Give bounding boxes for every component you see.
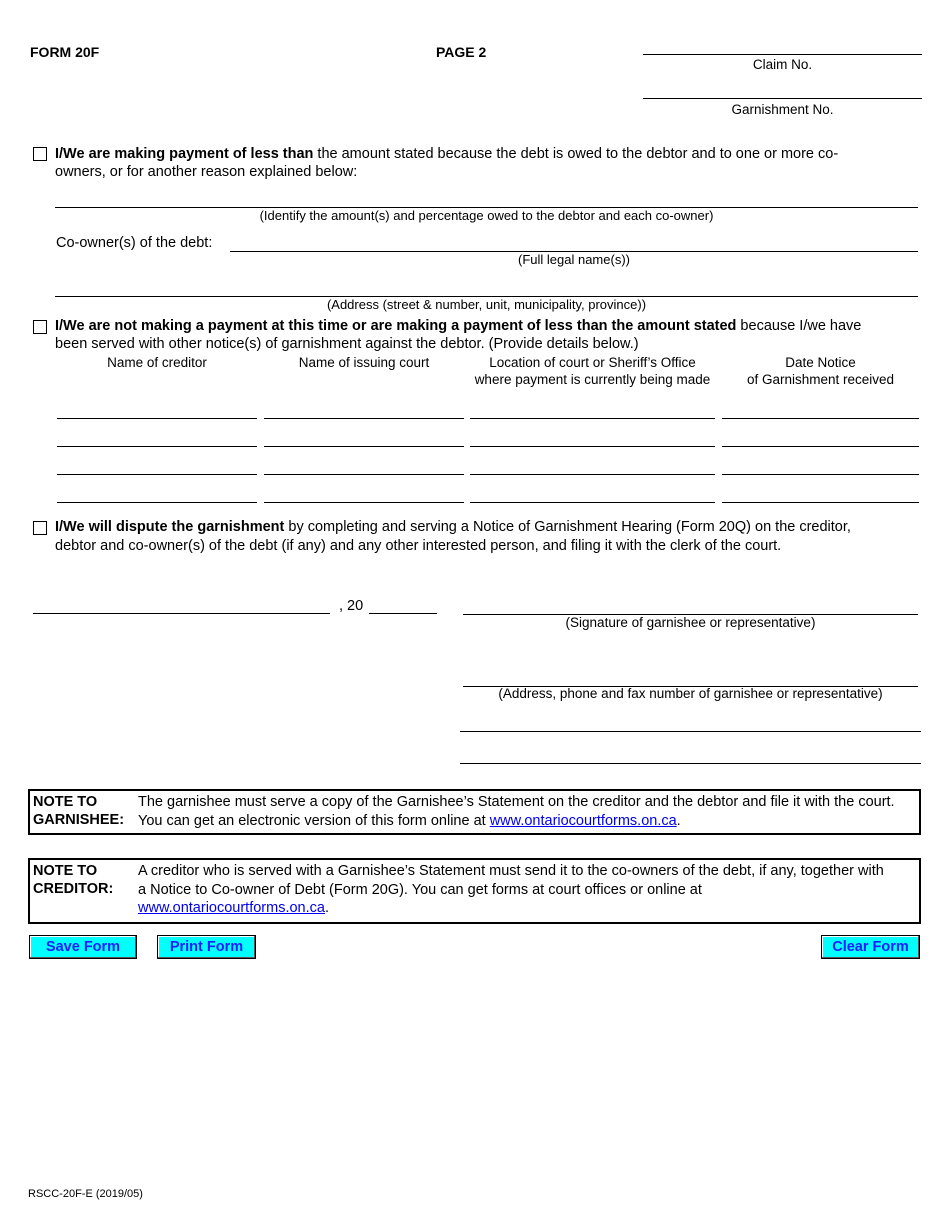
dispute-checkbox[interactable] <box>33 521 47 535</box>
print-form-button[interactable]: Print Form <box>157 935 256 959</box>
location-field-2[interactable] <box>470 446 715 447</box>
location-field-1[interactable] <box>470 418 715 419</box>
address-field-2[interactable] <box>460 731 921 732</box>
no-payment-rest: because I/we have <box>736 318 862 334</box>
coowner-address-caption: (Address (street & number, unit, municipality, province)) <box>326 297 647 312</box>
location-field-4[interactable] <box>470 502 715 503</box>
date-field-2[interactable] <box>722 446 919 447</box>
garnishment-no-label: Garnishment No. <box>731 102 834 117</box>
dispute-text-line2: debtor and co-owner(s) of the debt (if any) and any other interested person, and filing it with the clerk of the court. <box>55 538 782 554</box>
signature-caption: (Signature of garnishee or representative) <box>565 615 816 630</box>
column-header-location: Location of court or Sheriff’s Office where payment is currently being made <box>474 355 711 387</box>
claim-no-field[interactable] <box>643 54 922 55</box>
less-payment-bold: I/We are making payment of less than <box>55 146 314 162</box>
column-header-date: Date Notice of Garnishment received <box>746 355 895 387</box>
no-payment-checkbox[interactable] <box>33 320 47 334</box>
date-day-month-field[interactable] <box>33 613 330 614</box>
ontario-court-forms-link[interactable]: www.ontariocourtforms.on.ca <box>489 812 677 829</box>
coowner-label: Co-owner(s) of the debt: <box>56 235 213 251</box>
note-to-garnishee-box <box>28 789 921 835</box>
save-form-button[interactable]: Save Form <box>29 935 137 959</box>
dispute-bold: I/We will dispute the garnishment <box>55 519 285 535</box>
year-prefix: , 20 <box>339 598 364 614</box>
creditor-field-1[interactable] <box>57 418 257 419</box>
page-label: PAGE 2 <box>436 44 487 60</box>
creditor-field-2[interactable] <box>57 446 257 447</box>
court-field-3[interactable] <box>264 474 464 475</box>
note-creditor-label: NOTE TO CREDITOR: <box>33 863 114 897</box>
court-field-4[interactable] <box>264 502 464 503</box>
court-field-1[interactable] <box>264 418 464 419</box>
note-to-creditor-box <box>28 858 921 924</box>
note-garnishee-text: The garnishee must serve a copy of the Garnishee’s Statement on the creditor and the debtor and file it with the court. You can get an electronic version of this form online at www.ontariocourtforms.on.ca. <box>138 794 895 829</box>
less-payment-checkbox[interactable] <box>33 147 47 161</box>
clear-form-button[interactable]: Clear Form <box>821 935 920 959</box>
creditor-field-3[interactable] <box>57 474 257 475</box>
address-field-3[interactable] <box>460 763 921 764</box>
date-field-3[interactable] <box>722 474 919 475</box>
creditor-field-4[interactable] <box>57 502 257 503</box>
court-field-2[interactable] <box>264 446 464 447</box>
no-payment-text-line1 <box>55 317 925 336</box>
address-caption: (Address, phone and fax number of garnishee or representative) <box>498 686 883 701</box>
dispute-rest: by completing and serving a Notice of Garnishment Hearing (Form 20Q) on the creditor, <box>284 519 851 535</box>
date-field-4[interactable] <box>722 502 919 503</box>
claim-no-label: Claim No. <box>752 57 813 72</box>
coowner-name-caption: (Full legal name(s)) <box>518 252 630 267</box>
no-payment-text-line2: been served with other notice(s) of garnishment against the debtor. (Provide details below.) <box>55 336 639 352</box>
amount-caption: (Identify the amount(s) and percentage owed to the debtor and each co-owner) <box>259 208 714 223</box>
ontario-court-forms-link-2[interactable]: www.ontariocourtforms.on.ca <box>138 900 325 916</box>
year-field[interactable] <box>369 613 437 614</box>
less-payment-text-line1 <box>55 145 925 164</box>
dispute-text-line1 <box>55 518 925 537</box>
column-header-court: Name of issuing court <box>298 355 430 370</box>
form-title: FORM 20F <box>30 44 100 60</box>
form-code: RSCC-20F-E (2019/05) <box>28 1188 143 1200</box>
note-creditor-text: A creditor who is served with a Garnishee’s Statement must send it to the co-owners of the debt, if any, together with a Notice to Co-owner of Debt (Form 20G). You can get forms at court offices or online at www.ontariocourtforms.on.ca. <box>138 863 884 916</box>
less-payment-text-line2: owners, or for another reason explained below: <box>55 164 358 180</box>
column-header-creditor: Name of creditor <box>107 355 207 370</box>
garnishment-no-field[interactable] <box>643 98 922 99</box>
note-garnishee-label: NOTE TO GARNISHEE: <box>33 794 125 828</box>
location-field-3[interactable] <box>470 474 715 475</box>
no-payment-bold: I/We are not making a payment at this time or are making a payment of less than the amount stated <box>55 318 737 334</box>
less-payment-rest: the amount stated because the debt is owed to the debtor and to one or more co- <box>313 146 839 162</box>
date-field-1[interactable] <box>722 418 919 419</box>
